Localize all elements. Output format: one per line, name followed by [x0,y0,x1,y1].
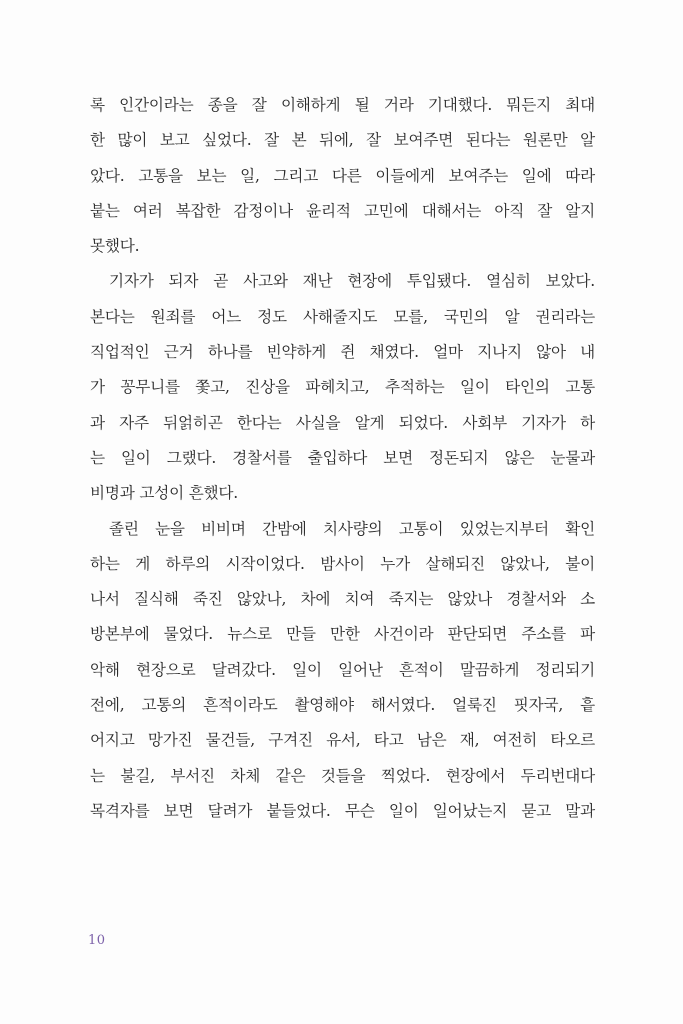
text-line: 어지고 망가진 물건들, 구겨진 유서, 타고 남은 재, 여전히 타오르 [90,731,595,750]
text-line: 았다. 고통을 보는 일, 그리고 다른 이들에게 보여주는 일에 따라 [90,166,595,185]
text-line: 붙는 여러 복잡한 감정이나 윤리적 고민에 대해서는 아직 잘 알지 [90,201,595,220]
text-line: 록 인간이라는 종을 잘 이해하게 될 거라 기대했다. 뭐든지 최대 [90,96,595,114]
text-line: 악해 현장으로 달려갔다. 일이 일어난 흔적이 말끔하게 정리되기 [90,660,595,679]
text-line: 나서 질식해 죽진 않았나, 차에 치여 죽지는 않았나 경찰서와 소 [90,590,595,609]
text-line: 직업적인 근거 하나를 빈약하게 쥔 채였다. 얼마 지나지 않아 내 [90,343,595,362]
text-line: 목격자를 보면 달려가 붙들었다. 무슨 일이 일어났는지 묻고 말과 [90,801,595,820]
text-line: 못했다. [90,237,140,256]
page-number: 10 [88,933,106,948]
text-line: 졸린 눈을 비비며 간밤에 치사량의 고통이 있었는지부터 확인 [109,519,595,538]
paragraph-2 [90,264,595,511]
paragraph-3 [90,512,595,830]
text-line: 는 일이 그랬다. 경찰서를 출입하다 보면 정돈되지 않은 눈물과 [90,448,595,467]
text-line: 본다는 원죄를 어느 정도 사해줄지도 모를, 국민의 알 권리라는 [90,307,595,326]
text-line: 비명과 고성이 흔했다. [90,484,239,503]
text-line: 과 자주 뒤얽히곤 한다는 사실을 알게 되었다. 사회부 기자가 하 [90,413,595,432]
text-line: 한 많이 보고 싶었다. 잘 본 뒤에, 잘 보여주면 된다는 원론만 알 [90,131,595,150]
body-text [90,88,595,829]
text-line: 가 꽁무니를 쫓고, 진상을 파헤치고, 추적하는 일이 타인의 고통 [90,378,595,397]
text-line: 는 불길, 부서진 차체 같은 것들을 찍었다. 현장에서 두리번대다 [90,766,595,785]
text-line: 전에, 고통의 흔적이라도 촬영해야 해서였다. 얼룩진 핏자국, 흩 [90,696,595,715]
paragraph-1 [90,88,595,264]
text-line: 기자가 되자 곧 사고와 재난 현장에 투입됐다. 열심히 보았다. [109,272,595,291]
text-line: 하는 게 하루의 시작이었다. 밤사이 누가 살해되진 않았나, 불이 [90,554,595,573]
text-line: 방본부에 물었다. 뉴스로 만들 만한 사건이라 판단되면 주소를 파 [90,625,595,644]
